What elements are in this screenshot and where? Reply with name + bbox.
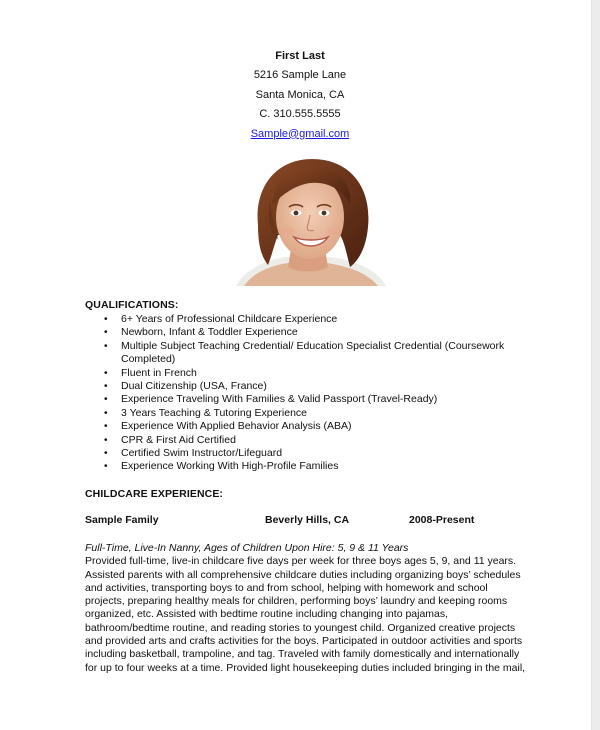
candidate-name: First Last xyxy=(275,50,325,62)
bullet-icon: • xyxy=(104,461,108,473)
list-item: • CPR & First Aid Certified xyxy=(104,433,236,446)
bullet-icon: • xyxy=(104,367,108,379)
list-item: • 3 Years Teaching & Tutoring Experience xyxy=(104,406,308,419)
list-item: • Experience Working With High-Profile Families xyxy=(104,460,339,473)
job-location: Beverly Hills, CA xyxy=(265,514,350,526)
phone-number: C. 310.555.5555 xyxy=(259,108,341,121)
city-state: Santa Monica, CA xyxy=(255,88,345,101)
job-description-line: projects, preparing healthy meals for children, performing boys’ laundry and keeping rooms xyxy=(85,595,508,608)
portrait-illustration xyxy=(226,155,390,286)
qualifications-heading: QUALIFICATIONS: xyxy=(85,299,179,311)
scrollbar-gutter xyxy=(592,0,600,730)
job-description-line: Assisted parents with all comprehensive childcare duties including organizing boys’ schedules xyxy=(85,568,521,581)
bullet-icon: • xyxy=(104,394,108,406)
job-employer: Sample Family xyxy=(85,514,159,526)
list-item: • Certified Swim Instructor/Lifeguard xyxy=(104,447,283,460)
job-subtitle: Full-Time, Live-In Nanny, Ages of Children Upon Hire: 5, 9 & 11 Years xyxy=(85,542,409,554)
list-item: • 6+ Years of Professional Childcare Experience xyxy=(104,313,338,325)
job-description-line: bathroom/bedtime routine, and reading stories to youngest child. Organized creative projects xyxy=(85,621,516,634)
bullet-icon: • xyxy=(104,340,108,352)
job-header-row xyxy=(85,514,505,528)
job-description-line: Provided full-time, live-in childcare five days per week for three boys ages 5, 9, and 11 years. xyxy=(85,555,517,568)
contact-block xyxy=(0,47,592,144)
bullet-icon: • xyxy=(104,434,108,446)
list-item: • Fluent in French xyxy=(104,366,197,379)
bullet-icon: • xyxy=(104,314,108,325)
job-description-line: including basketball, trampoline, and tag. Traveled with family domestically and internationally xyxy=(85,648,520,661)
bullet-icon: • xyxy=(104,421,108,433)
job-description-line: for up to four weeks at a time. Provided light housekeeping duties included bringing in the mail, xyxy=(85,661,526,674)
street-address: 5216 Sample Lane xyxy=(253,69,347,82)
job-dates: 2008-Present xyxy=(409,514,475,526)
bullet-icon: • xyxy=(104,327,108,339)
bullet-icon: • xyxy=(104,407,108,419)
list-item: • Newborn, Infant & Toddler Experience xyxy=(104,326,298,339)
job-details xyxy=(85,542,525,675)
list-item: • Dual Citizenship (USA, France) xyxy=(104,380,267,393)
bullet-icon: • xyxy=(104,381,108,393)
list-item: • Multiple Subject Teaching Credential/ Education Specialist Credential (Coursework Completed) xyxy=(104,339,505,366)
job-description-line: and provided arts and crafts activities for the boys. Participated in outdoor activities and sports xyxy=(85,635,523,648)
job-description-line: organized, etc. Assisted with bedtime routine including changing into pajamas, xyxy=(85,608,449,621)
list-item: • Experience Traveling With Families & Valid Passport (Travel-Ready) xyxy=(104,393,438,406)
list-item: • Experience With Applied Behavior Analysis (ABA) xyxy=(104,420,352,433)
experience-heading: CHILDCARE EXPERIENCE: xyxy=(85,488,224,500)
portrait-photo xyxy=(226,155,390,286)
qualifications-list xyxy=(85,313,505,474)
bullet-icon: • xyxy=(104,448,108,460)
job-description-line: and activities, transporting boys to and from school, helping with homework and school xyxy=(85,581,488,594)
email-link[interactable]: Sample@gmail.com xyxy=(250,127,350,140)
